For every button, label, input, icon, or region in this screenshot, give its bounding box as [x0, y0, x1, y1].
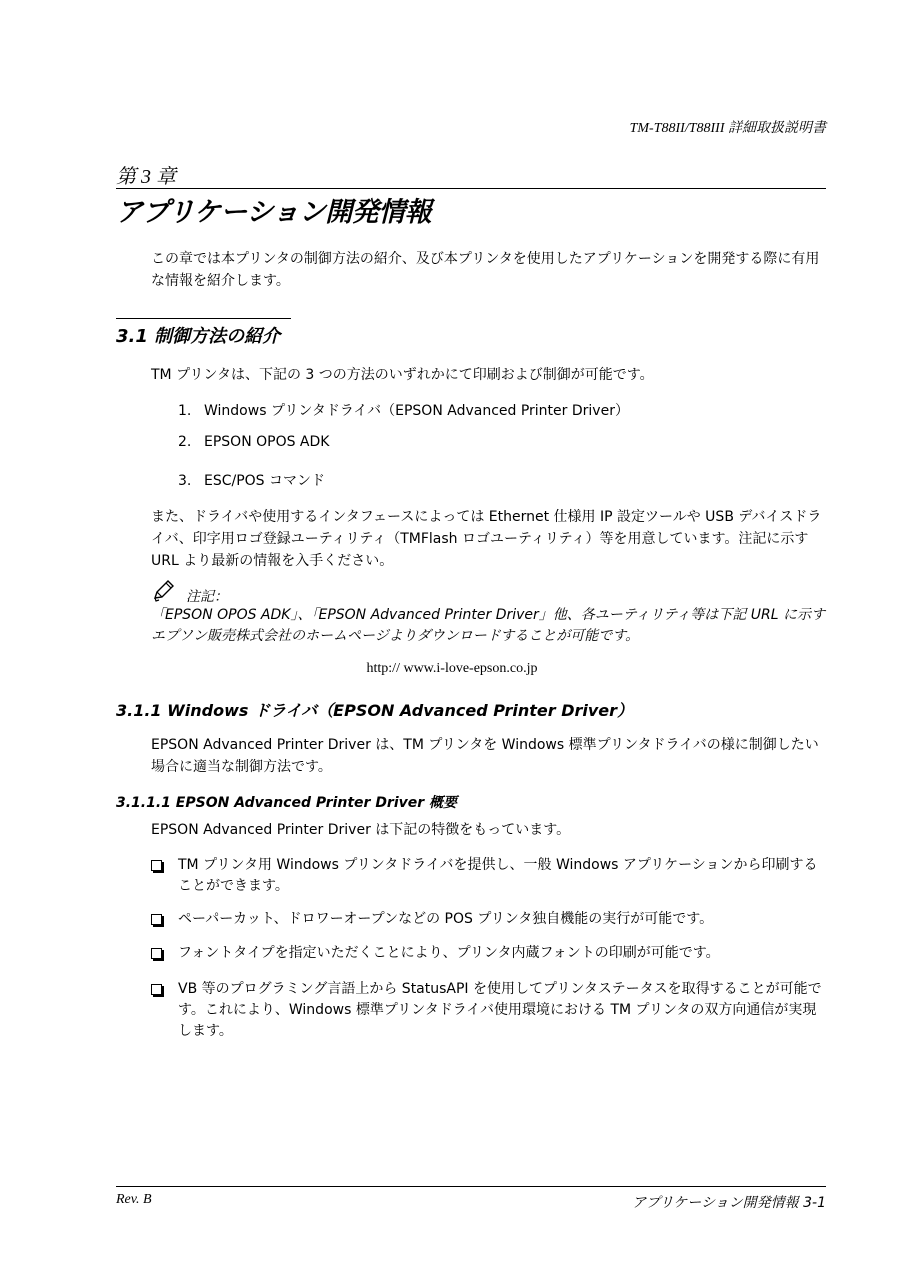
bullet-text: TM プリンタ用 Windows プリンタドライバを提供し、一般 Windows アプリケーションから印刷することができます。: [178, 857, 818, 894]
item-text: Windows プリンタドライバ（EPSON Advanced Printer Driver）: [204, 403, 629, 419]
numbered-item: [178, 400, 629, 420]
item-number: 2.: [178, 434, 192, 450]
chapter-title: アプリケーション開発情報: [116, 197, 432, 228]
tools-paragraph: また、ドライバや使用するインタフェースによっては Ethernet 仕様用 IP 設定ツールや USB デバイスドライバ、印字用ロゴ登録ユーティリティ（TMFlash ロゴユーティリティ）等を用意しています。注記に示す URL より最新の情報を入手ください。: [151, 509, 822, 569]
item-number: 1.: [178, 403, 192, 419]
item-text: ESC/POS コマンド: [204, 473, 326, 489]
download-url[interactable]: http:// www.i-love-epson.co.jp: [366, 661, 538, 676]
checkbox-bullet-icon: [151, 979, 178, 1042]
manual-title: TM-T88II/T88III 詳細取扱説明書: [629, 121, 826, 136]
section-3-1-1-heading: 3.1.1 Windows ドライバ（EPSON Advanced Printer Driver）: [116, 701, 634, 720]
section-rule: [116, 318, 291, 319]
item-number: 3.: [178, 473, 192, 489]
feature-bullet: [151, 943, 827, 964]
section-3-1-heading: 3.1 制御方法の紹介: [116, 326, 281, 347]
bullet-text: フォントタイプを指定いただくことにより、プリンタ内蔵フォントの印刷が可能です。: [178, 945, 720, 961]
section-3-1-paragraph: TM プリンタは、下記の 3 つの方法のいずれかにて印刷および制御が可能です。: [151, 367, 654, 383]
page-label: アプリケーション開発情報 3-1: [632, 1195, 826, 1211]
item-text: EPSON OPOS ADK: [204, 434, 330, 450]
section-3-1-1-1-heading: 3.1.1.1 EPSON Advanced Printer Driver 概要: [116, 795, 458, 811]
feature-bullet: [151, 979, 827, 1042]
intro-paragraph: この章では本プリンタの制御方法の紹介、及び本プリンタを使用したアプリケーションを開発する際に有用な情報を紹介します。: [151, 251, 820, 289]
section-3-1-1-1-paragraph: EPSON Advanced Printer Driver は下記の特徴をもっています。: [151, 822, 571, 838]
pencil-note-icon: [152, 579, 176, 603]
revision-label: Rev. B: [116, 1192, 152, 1207]
numbered-item: [178, 470, 325, 490]
checkbox-bullet-icon: [151, 909, 178, 930]
chapter-rule: [116, 188, 826, 189]
footer-rule: [116, 1186, 826, 1187]
note-label: 注記：: [186, 589, 228, 605]
section-3-1-1-paragraph: EPSON Advanced Printer Driver は、TM プリンタを Windows 標準プリンタドライバの様に制御したい場合に適当な制御方法です。: [151, 737, 819, 775]
note-text: 「EPSON OPOS ADK」、「EPSON Advanced Printer Driver」他、各ユーティリティ等は下記 URL に示すエプソン販売株式会社のホームページよりダウンロードすることが可能です。: [151, 607, 825, 644]
feature-bullet: [151, 855, 827, 897]
numbered-item: [178, 434, 329, 450]
feature-bullet: [151, 909, 827, 930]
bullet-text: VB 等のプログラミング言語上から StatusAPI を使用してプリンタステータスを取得することが可能です。これにより、Windows 標準プリンタドライバ使用環境における TM プリンタの双方向通信が実現します。: [178, 981, 822, 1039]
bullet-text: ペーパーカット、ドロワーオープンなどの POS プリンタ独自機能の実行が可能です。: [178, 911, 714, 927]
chapter-label: 第 3 章: [116, 166, 176, 188]
checkbox-bullet-icon: [151, 943, 178, 964]
checkbox-bullet-icon: [151, 855, 178, 897]
